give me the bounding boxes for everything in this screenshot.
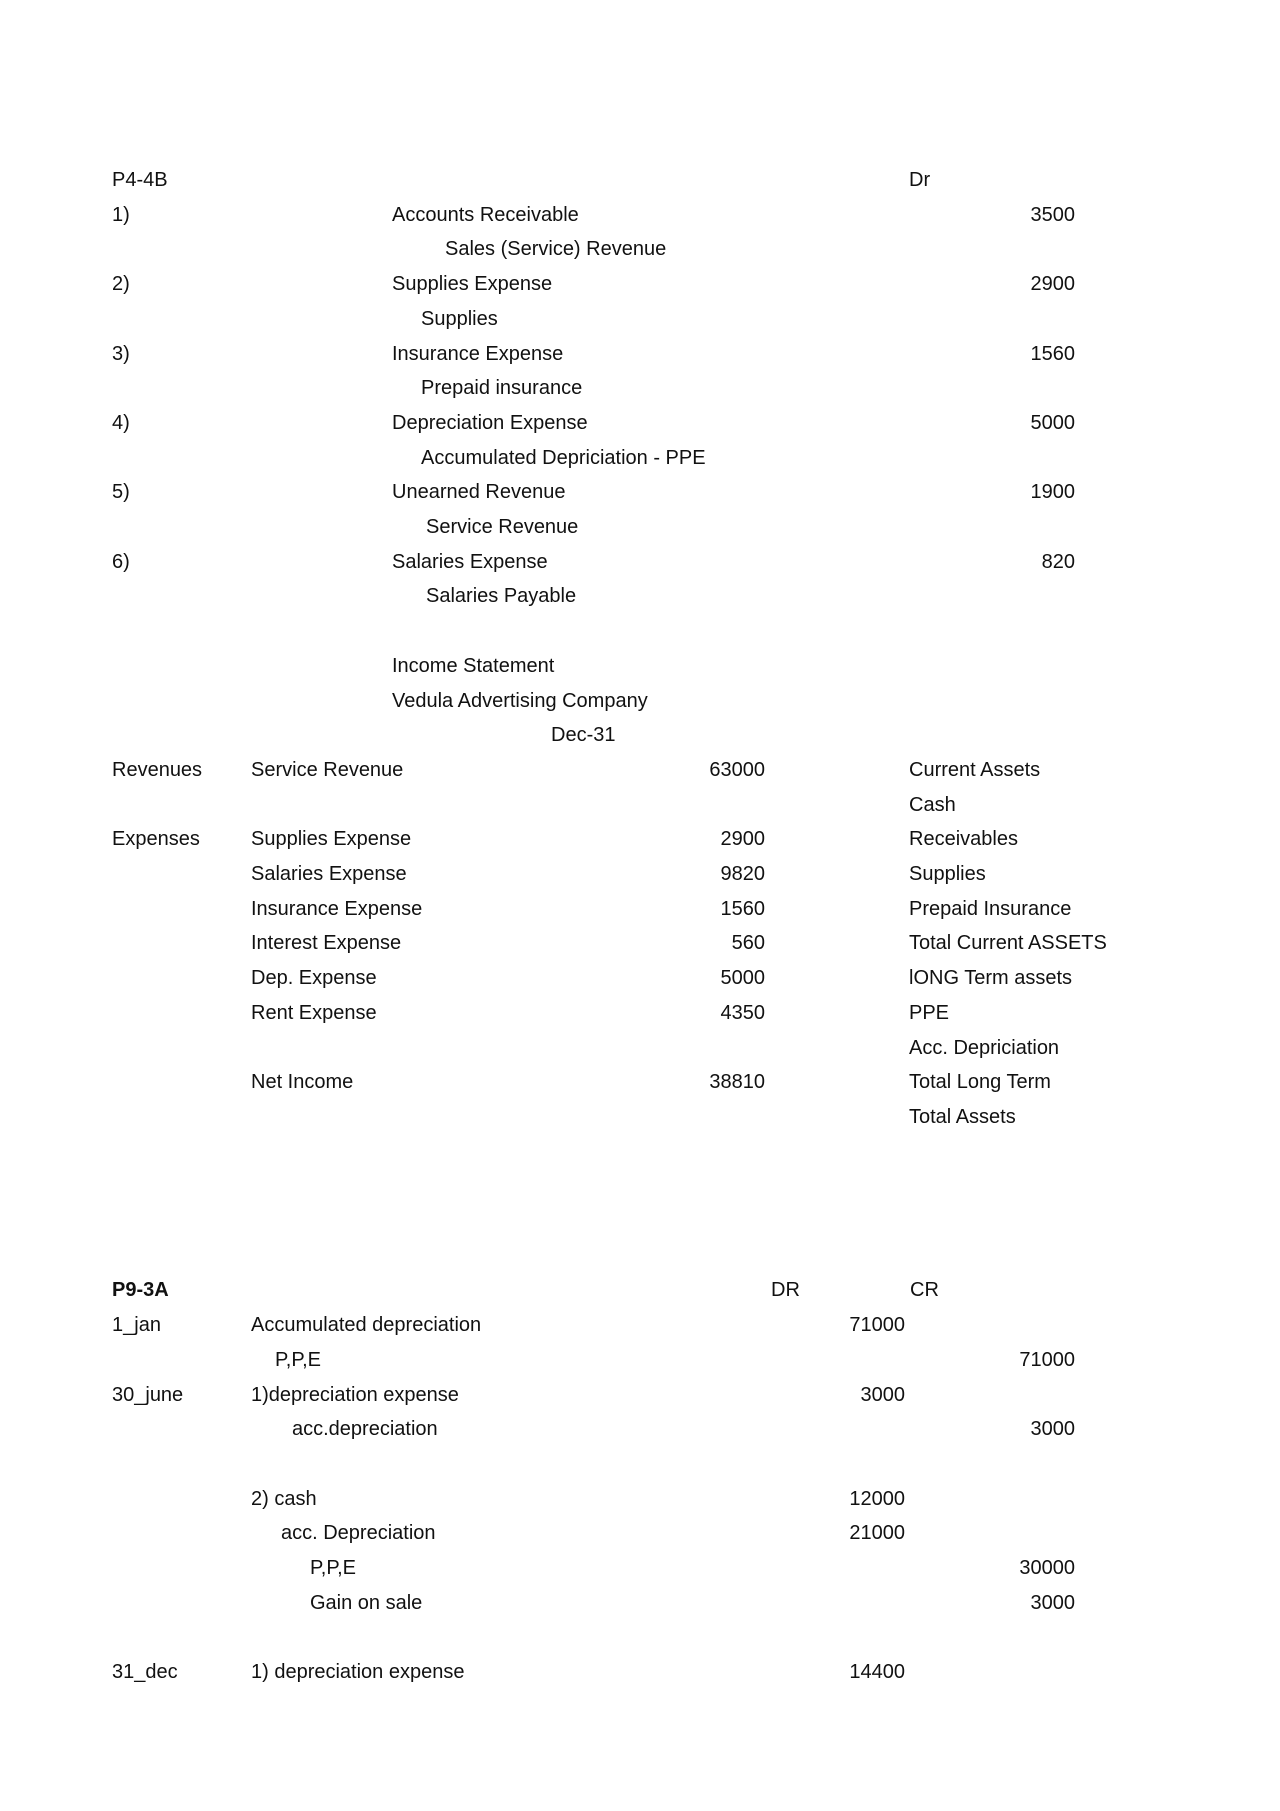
debit-account: Unearned Revenue <box>392 481 566 503</box>
revenue-amount: 63000 <box>709 759 765 781</box>
entry-amount: 1900 <box>1030 481 1075 503</box>
credit-account: Service Revenue <box>426 516 579 538</box>
company-name: Vedula Advertising Company <box>392 690 648 712</box>
expenses-label: Expenses <box>112 828 200 850</box>
net-income-amount: 38810 <box>709 1071 765 1093</box>
journal-dr: 71000 <box>849 1314 905 1336</box>
balance-label: Total Current ASSETS <box>909 932 1107 954</box>
debit-account: Supplies Expense <box>392 273 553 295</box>
journal-cr: 30000 <box>1019 1557 1075 1579</box>
journal-dr: 3000 <box>860 1384 905 1406</box>
journal-account: Accumulated depreciation <box>251 1314 482 1336</box>
balance-label: lONG Term assets <box>909 967 1072 989</box>
journal-account: P,P,E <box>310 1557 356 1579</box>
entry-amount: 1560 <box>1030 343 1075 365</box>
expense-amount: 9820 <box>720 863 765 885</box>
journal-dr: 12000 <box>849 1488 905 1510</box>
entry-number: 1) <box>112 204 130 226</box>
journal-cr: 71000 <box>1019 1349 1075 1371</box>
debit-account: Insurance Expense <box>392 343 564 365</box>
debit-account: Salaries Expense <box>392 551 548 573</box>
credit-account: Salaries Payable <box>426 585 577 607</box>
balance-label: Acc. Depriciation <box>909 1037 1060 1059</box>
expense-name: Rent Expense <box>251 1002 377 1024</box>
journal-account: acc. Depreciation <box>281 1522 436 1544</box>
expense-amount: 4350 <box>720 1002 765 1024</box>
expense-name: Insurance Expense <box>251 898 423 920</box>
statement-date: Dec-31 <box>551 724 616 746</box>
expense-amount: 560 <box>731 932 765 954</box>
expense-amount: 1560 <box>720 898 765 920</box>
entry-number: 6) <box>112 551 130 573</box>
income-statement-title: Income Statement <box>392 655 555 677</box>
cr-header: CR <box>910 1279 939 1301</box>
balance-label: PPE <box>909 1002 950 1024</box>
balance-label: Total Assets <box>909 1106 1016 1128</box>
net-income-label: Net Income <box>251 1071 354 1093</box>
credit-account: Prepaid insurance <box>421 377 583 399</box>
dr-header: Dr <box>909 169 931 191</box>
debit-account: Depreciation Expense <box>392 412 588 434</box>
section-title-p9-3a: P9-3A <box>112 1279 169 1301</box>
entry-number: 4) <box>112 412 130 434</box>
revenue-name: Service Revenue <box>251 759 404 781</box>
balance-label: Current Assets <box>909 759 1041 781</box>
journal-date: 1_jan <box>112 1314 161 1336</box>
entry-number: 3) <box>112 343 130 365</box>
credit-account: Supplies <box>421 308 498 330</box>
journal-account: 1)depreciation expense <box>251 1384 459 1406</box>
journal-account: P,P,E <box>275 1349 321 1371</box>
entry-number: 2) <box>112 273 130 295</box>
journal-account: 2) cash <box>251 1488 317 1510</box>
entry-amount: 2900 <box>1030 273 1075 295</box>
credit-account: Sales (Service) Revenue <box>445 238 667 260</box>
section-title-p4-4b: P4-4B <box>112 169 168 191</box>
entry-amount: 5000 <box>1030 412 1075 434</box>
expense-name: Interest Expense <box>251 932 402 954</box>
expense-name: Supplies Expense <box>251 828 412 850</box>
journal-date: 30_june <box>112 1384 184 1406</box>
entry-amount: 3500 <box>1030 204 1075 226</box>
journal-account: acc.depreciation <box>292 1418 438 1440</box>
journal-account: 1) depreciation expense <box>251 1661 465 1683</box>
revenues-label: Revenues <box>112 759 203 781</box>
expense-name: Salaries Expense <box>251 863 407 885</box>
credit-account: Accumulated Depriciation - PPE <box>421 447 706 469</box>
entry-amount: 820 <box>1041 551 1075 573</box>
expense-name: Dep. Expense <box>251 967 377 989</box>
debit-account: Accounts Receivable <box>392 204 579 226</box>
expense-amount: 2900 <box>720 828 765 850</box>
balance-label: Cash <box>909 794 956 816</box>
balance-label: Total Long Term <box>909 1071 1051 1093</box>
journal-dr: 21000 <box>849 1522 905 1544</box>
journal-cr: 3000 <box>1030 1418 1075 1440</box>
balance-label: Supplies <box>909 863 986 885</box>
entry-number: 5) <box>112 481 130 503</box>
dr-header: DR <box>771 1279 800 1301</box>
journal-date: 31_dec <box>112 1661 178 1683</box>
journal-account: Gain on sale <box>310 1592 423 1614</box>
balance-label: Receivables <box>909 828 1018 850</box>
expense-amount: 5000 <box>720 967 765 989</box>
journal-cr: 3000 <box>1030 1592 1075 1614</box>
journal-dr: 14400 <box>849 1661 905 1683</box>
balance-label: Prepaid Insurance <box>909 898 1072 920</box>
